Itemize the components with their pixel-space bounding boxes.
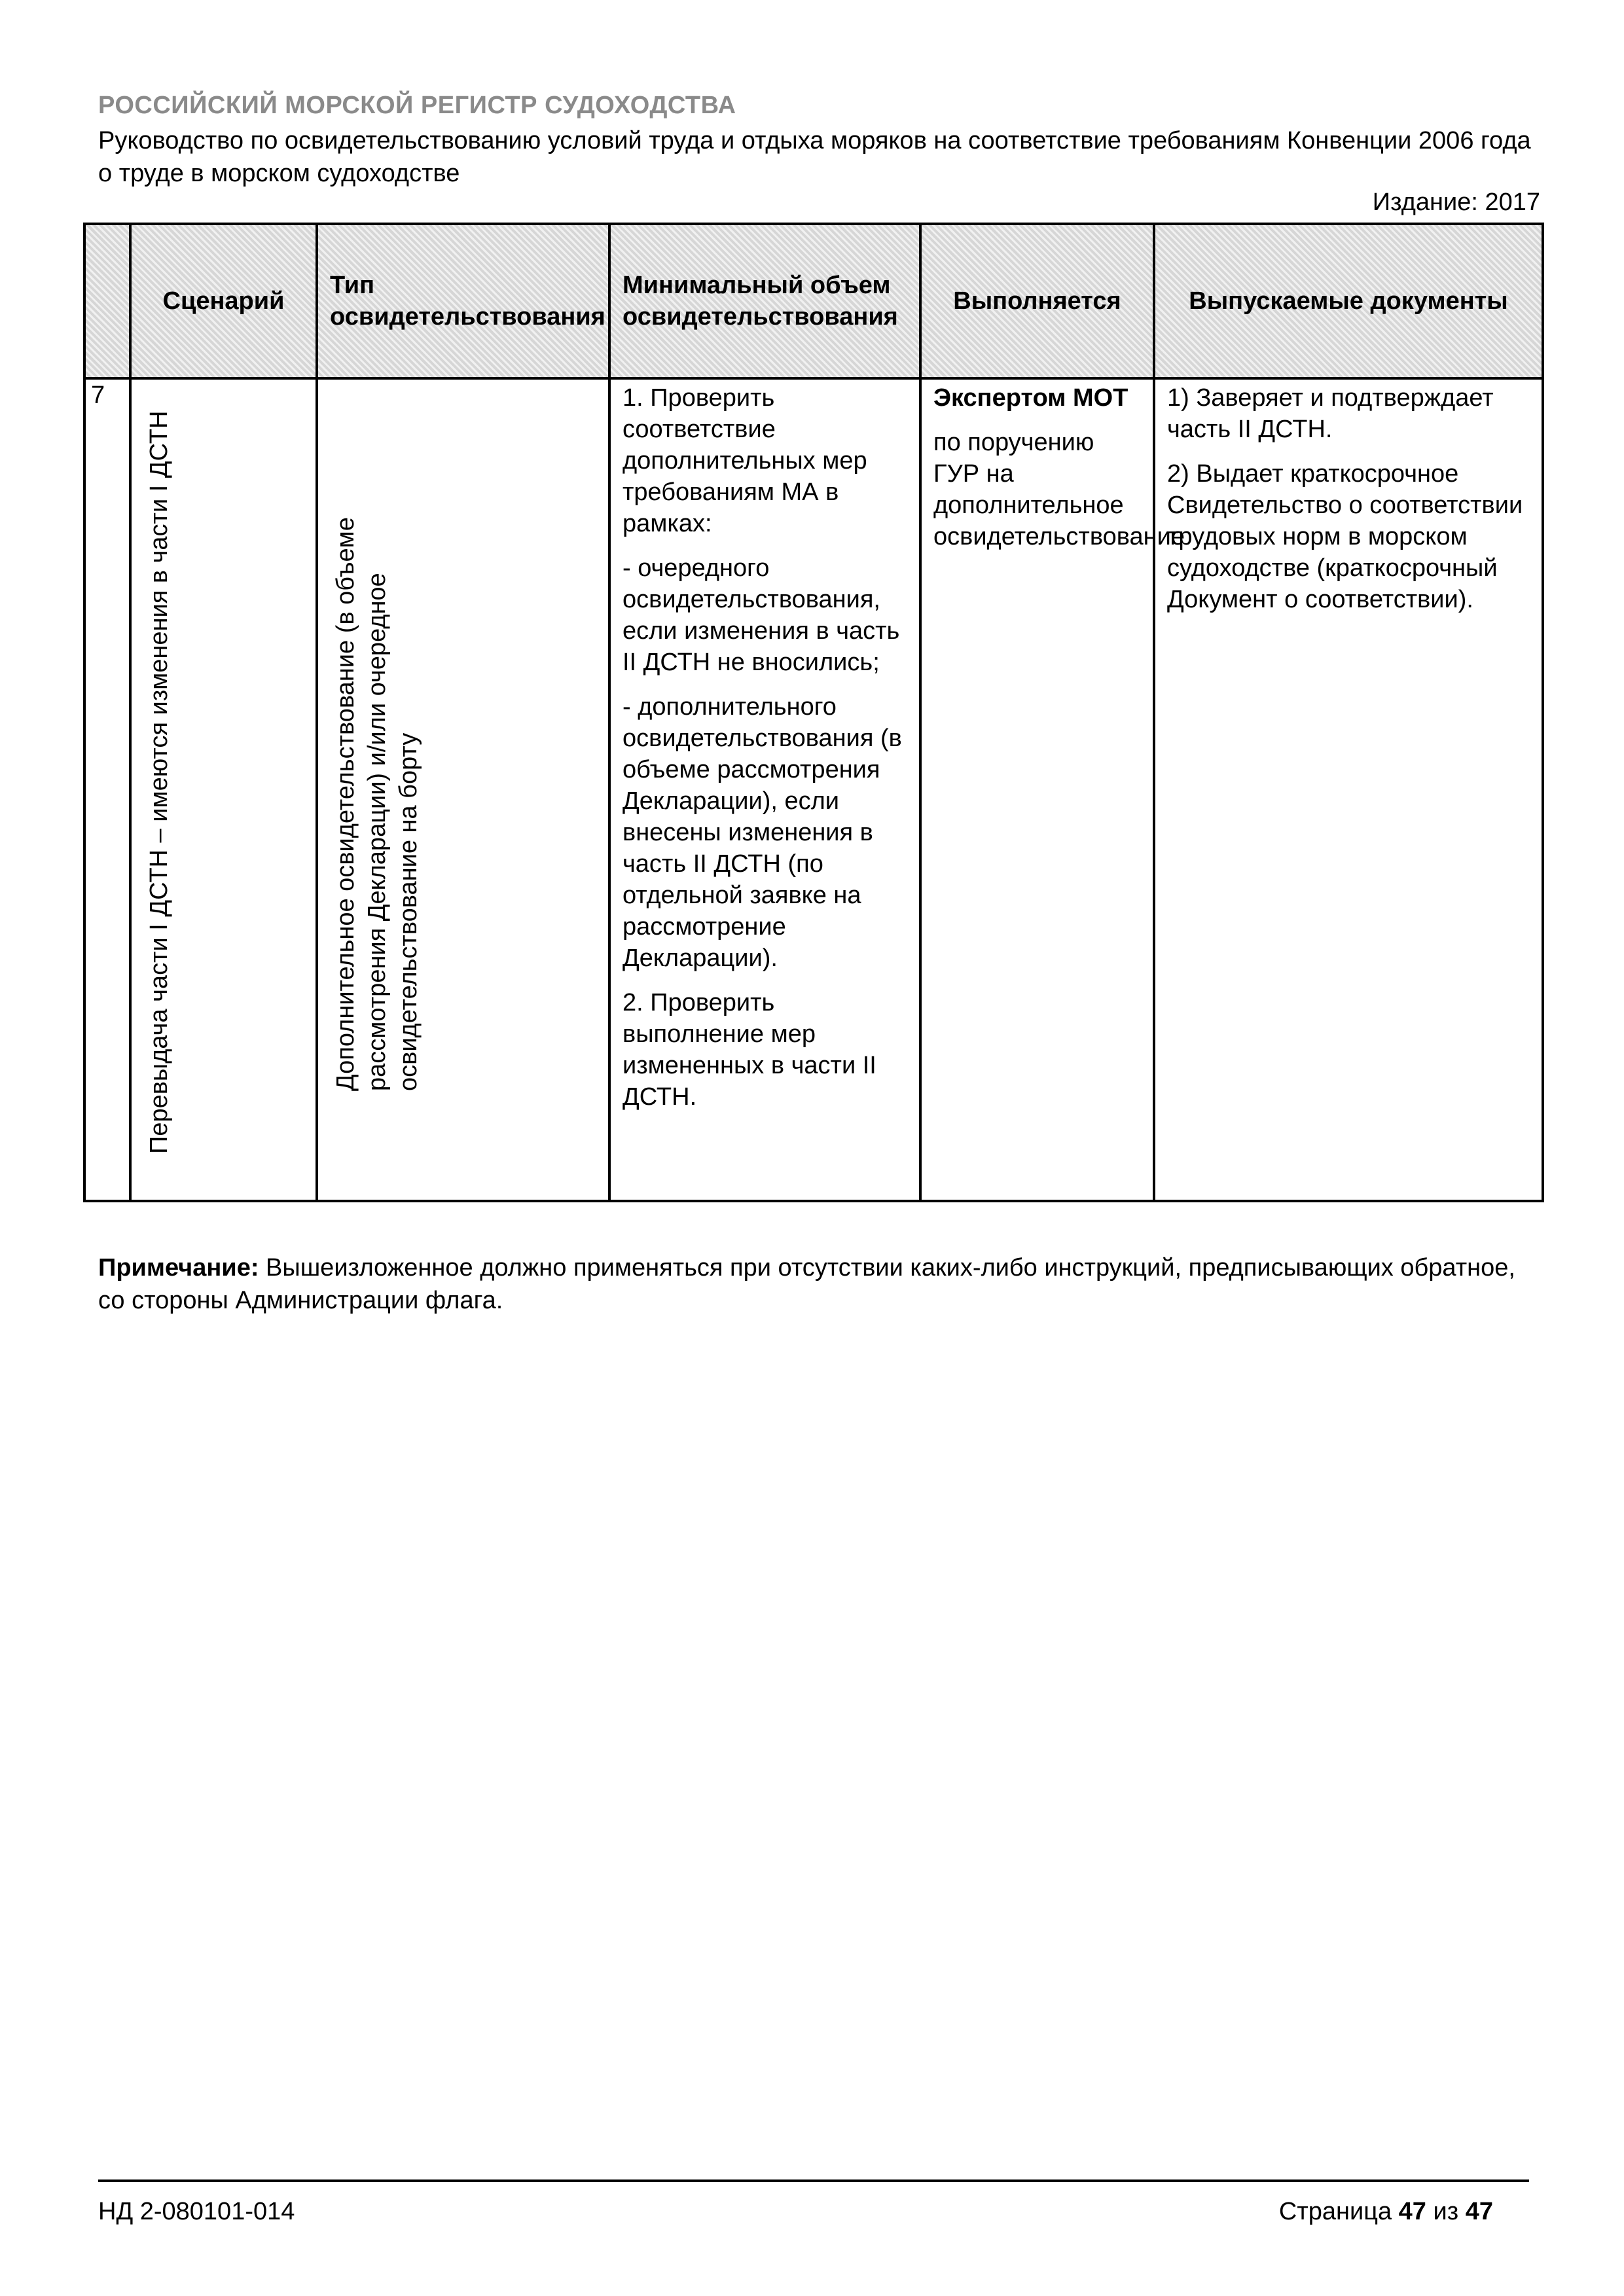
organization-name: РОССИЙСКИЙ МОРСКОЙ РЕГИСТР СУДОХОДСТВА [98,92,736,119]
type-text: Дополнительное освидетельствование (в объеме рассмотрения Декларации) и/или очередное освидетельствование на борту [332,517,422,1091]
scope-cell [609,378,920,1201]
footer-doc-id: НД 2-080101-014 [98,2198,295,2225]
scope-item: 1. Проверить соответствие дополнительных мер требованиям МА в рамках: [623,384,867,537]
scenario-text: Перевыдача части I ДСТН – имеются изменения в части I ДСТН [145,410,173,1154]
note-paragraph [98,1251,1538,1317]
col-header-performer: Выполняется [920,224,1154,378]
table-row [84,378,1543,1201]
performer-text: по поручению ГУР на дополнительное освидетельствование [933,429,1185,550]
scope-item: 2. Проверить выполнение мер измененных в части II ДСТН. [623,989,876,1111]
document-subtitle: Руководство по освидетельствованию условий труда и отдыха моряков на соответствие требованиям Конвенции 2006 года о труде в морском судоходстве [98,127,1531,187]
note-text: Вышеизложенное должно применяться при отсутствии каких-либо инструкций, предписывающих обратное, со стороны Администрации флага. [98,1254,1515,1314]
survey-table-container [83,223,1544,1202]
page-prefix: Страница [1278,2198,1399,2225]
performer-cell [920,378,1185,1201]
col-header-scenario: Сценарий [130,224,317,378]
edition-label: Издание: 2017 [1372,188,1540,216]
scope-item: - дополнительного освидетельствования (в объеме рассмотрения Декларации), если внесены изменения в часть II ДСТН (по отдельной заявке на рассмотрение Декларации). [623,693,902,972]
col-header-scope: Минимальный объем освидетельствования [609,224,920,378]
document-item: 1) Заверяет и подтверждает часть II ДСТН. [1167,384,1494,443]
type-cell [317,378,609,1201]
performer-title: Экспертом МОТ [933,384,1128,412]
footer-page-number [1279,2198,1493,2226]
document-item: 2) Выдает краткосрочное Свидетельство о соответствии трудовых норм в морском судоходстве (краткосрочный Документ о соответствии). [1167,460,1523,613]
survey-table [83,223,1544,1202]
page-current: 47 [1398,2198,1426,2225]
page-total: 47 [1465,2198,1493,2225]
col-header-number [84,224,130,378]
documents-cell [1154,378,1543,1201]
footer-divider [98,2179,1529,2182]
page-separator: из [1426,2198,1466,2225]
row-number: 7 [84,378,130,1201]
table-header-row [84,224,1543,378]
scenario-cell [130,378,317,1201]
scope-item: - очередного освидетельствования, если изменения в часть II ДСТН не вносились; [623,554,900,676]
note-label: Примечание: [98,1254,259,1282]
col-header-type: Тип освидетельствования [317,224,609,378]
col-header-documents: Выпускаемые документы [1154,224,1543,378]
